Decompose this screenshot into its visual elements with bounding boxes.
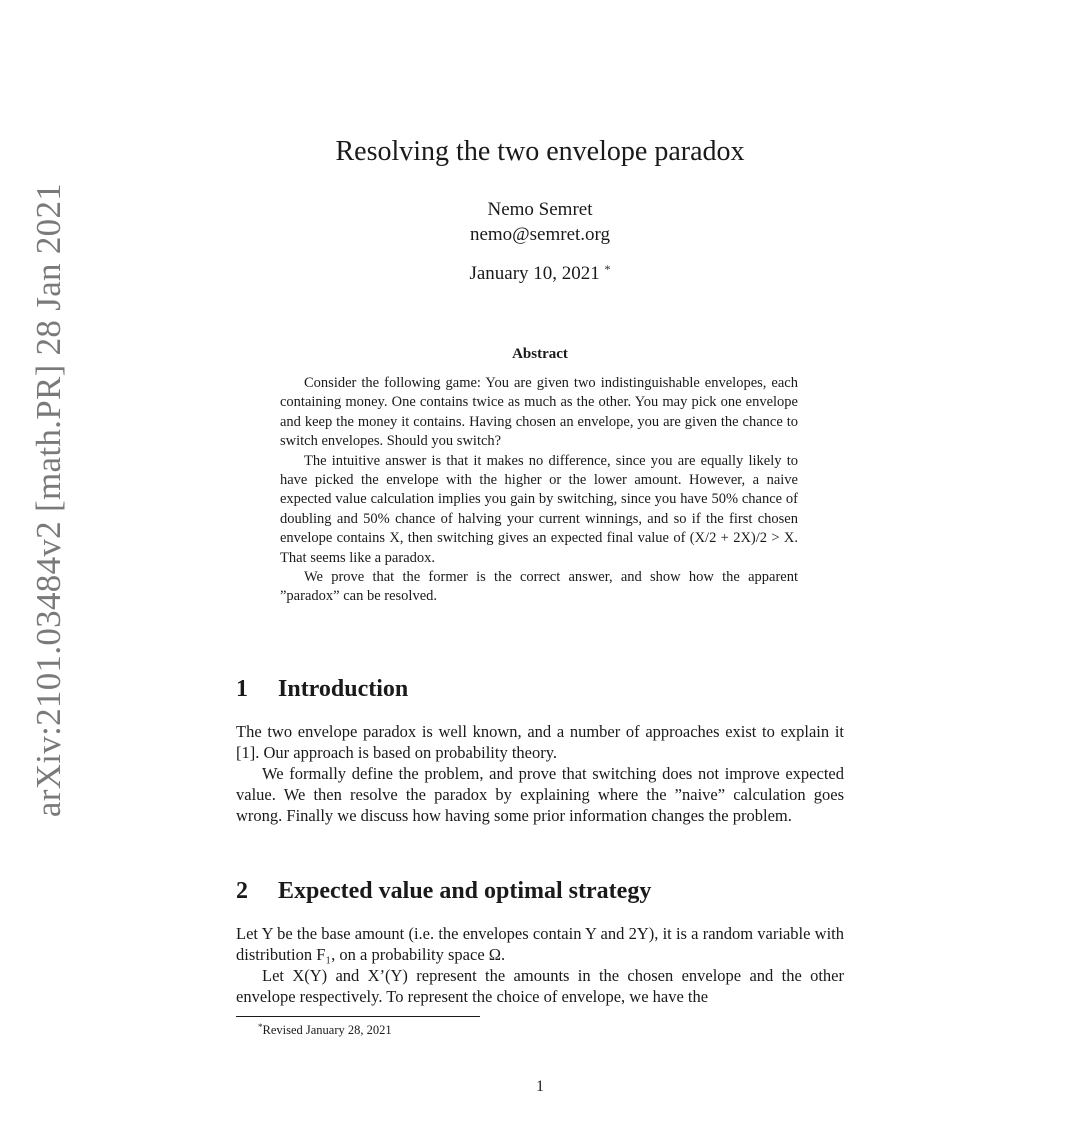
abstract-paragraph: We prove that the former is the correct answer, and show how the apparent ”paradox” can be resolved. — [280, 569, 798, 605]
paper-date: January 10, 2021 — [469, 263, 600, 284]
section-heading-introduction — [236, 676, 408, 703]
arxiv-identifier: arXiv:2101.03484v2 [math.PR] 28 Jan 2021 — [29, 182, 68, 818]
footnote-text: Revised January 28, 2021 — [262, 1023, 392, 1037]
footnote — [258, 1022, 392, 1038]
abstract-paragraph: The intuitive answer is that it makes no difference, since you are equally likely to have picked the envelope with the higher or the lower amount. However, a naive expected value calculation implies you gain by switching, since you have 50% chance of doubling and 50% chance of halving your current winnings, and so if the first chosen envelope contains X, then switching gives an expected final value of (X/2 + 2X)/2 > X. That seems like a paradox. — [280, 452, 798, 566]
body-paragraph: Let Y be the base amount (i.e. the envelopes contain Y and 2Y), it is a random variable with distribution F₁, on a probability space Ω. — [236, 924, 844, 964]
abstract-paragraph: Consider the following game: You are given two indistinguishable envelopes, each containing money. One contains twice as much as the other. You may pick one envelope and keep the money it contains. Having chosen an envelope, you are given the chance to switch envelopes. Should you switch? — [280, 375, 798, 450]
section-body-introduction — [236, 721, 844, 826]
section-body-expected-value — [236, 923, 844, 1007]
footnote-rule — [236, 1016, 480, 1017]
abstract-body — [280, 374, 798, 607]
footnote-marker: * — [258, 1022, 263, 1032]
section-number: 2 — [236, 878, 248, 904]
author-email: nemo@semret.org — [469, 224, 611, 245]
date-footnote-marker: * — [604, 262, 611, 276]
body-paragraph: We formally define the problem, and prove that switching does not improve expected value. We then resolve the paradox by explaining where the ”naive” calculation goes wrong. Finally we discuss how having some prior information changes the problem. — [236, 764, 844, 825]
paper-date-line — [236, 262, 844, 285]
author-name: Nemo Semret — [487, 199, 593, 220]
abstract-heading: Abstract — [512, 346, 568, 362]
section-heading-expected-value — [236, 878, 651, 905]
section-title: Expected value and optimal strategy — [278, 878, 652, 904]
page-number: 1 — [536, 1078, 544, 1095]
section-title: Introduction — [278, 676, 409, 702]
paper-title: Resolving the two envelope paradox — [335, 136, 745, 167]
body-paragraph: Let X(Y) and X’(Y) represent the amounts in the chosen envelope and the other envelope respectively. To represent the choice of envelope, we have the — [236, 966, 844, 1006]
body-paragraph: The two envelope paradox is well known, and a number of approaches exist to explain it [1]. Our approach is based on probability theory. — [236, 722, 844, 762]
section-number: 1 — [236, 676, 248, 702]
author-block — [236, 197, 844, 247]
arxiv-sidebar-stamp — [30, 180, 68, 820]
